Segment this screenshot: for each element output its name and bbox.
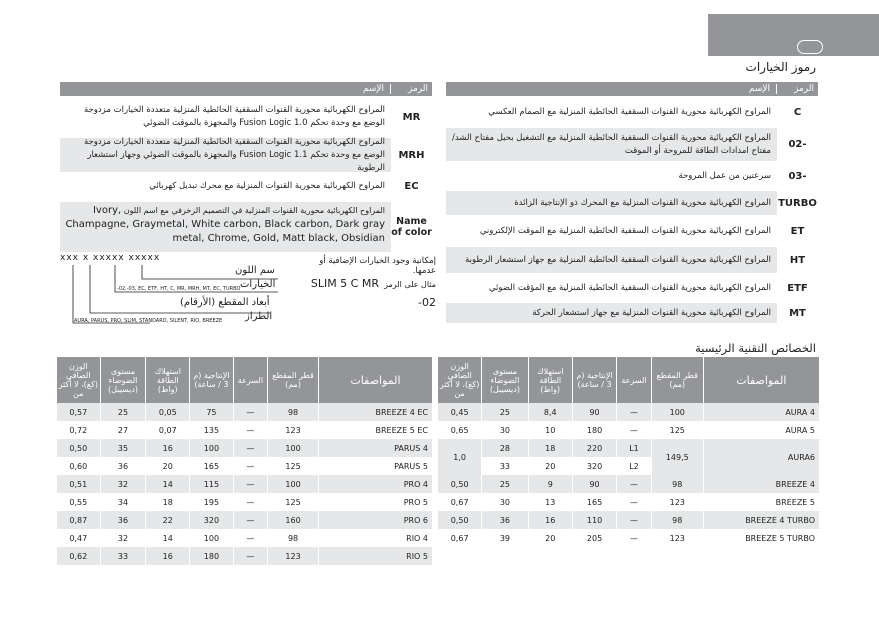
spec-header-row <box>438 357 820 403</box>
spec-cell-model: BREEZE 4 EC <box>319 403 432 421</box>
left-code-row <box>60 100 432 134</box>
spec-cell-power: 16 <box>146 439 190 457</box>
option-code: MRH <box>398 149 425 161</box>
spec-cell-noise: 39 <box>482 529 528 547</box>
label-dimensions: أبعاد المقطع (الأرقام) <box>180 297 270 308</box>
spec-cell-noise: 33 <box>100 547 146 565</box>
spec-cell-model: BREEZE 4 TURBO <box>703 511 819 529</box>
spec-cell-speed: — <box>617 529 652 547</box>
spec-cell-model: RIO 4 <box>319 529 432 547</box>
spec-cell-model: BREEZE 4 <box>703 475 819 493</box>
spec-cell-speed: — <box>617 475 652 493</box>
right-code-row <box>446 191 818 215</box>
spec-cell-capacity: 180 <box>572 421 616 439</box>
spec-cell-model: BREEZE 5 <box>703 493 819 511</box>
spec-cell-model: PARUS 4 <box>319 439 432 457</box>
spec-title: الخصائص التقنية الرئيسية <box>695 341 816 355</box>
option-description: المراوح الكهربائية محورية القنوات السقفية الحائطية المنزلية مع جهاز استشعار الرطوبة <box>446 247 777 273</box>
options-note: إمكانية وجود الخيارات الإضافية أو عدمها. <box>319 256 436 276</box>
spec-cell-speed: — <box>617 511 652 529</box>
options-list: -02,-03, EC, ETF, HT, C, MR, MRH, MT, EC, TURBO <box>117 286 241 292</box>
spec-cell-model: PRO 6 <box>319 511 432 529</box>
spec-cell-weight: 0,62 <box>57 547 101 565</box>
spec-cell-model: AURA 4 <box>703 403 819 421</box>
example-code: SLIM 5 C MR -02 <box>310 277 436 309</box>
spec-cell-weight: 0,72 <box>57 421 101 439</box>
spec-cell-diameter: 100 <box>268 475 319 493</box>
spec-table-right <box>437 357 819 547</box>
spec-cell-diameter: 98 <box>651 511 703 529</box>
spec-cell-diameter: 149,5 <box>651 439 703 475</box>
spec-row <box>438 529 820 547</box>
spec-cell-weight: 0,60 <box>57 457 101 475</box>
spec-cell-capacity: 165 <box>190 457 234 475</box>
spec-cell-power: 0,07 <box>146 421 190 439</box>
option-description: سرعتين من عمل المروحة <box>678 170 771 181</box>
spec-cell-speed: — <box>233 439 267 457</box>
right-codes-table <box>446 82 818 323</box>
left-codes-table <box>60 82 432 252</box>
spec-cell-noise: 32 <box>100 475 146 493</box>
spec-cell-capacity: 115 <box>190 475 234 493</box>
spec-cell-noise: 30 <box>482 493 528 511</box>
right-codes-header <box>446 82 818 96</box>
spec-cell-noise: 32 <box>100 529 146 547</box>
option-code: ET <box>790 225 805 237</box>
option-description: المراوح الكهربائية محورية القنوات السقفية الحائطية المنزلية مع التشغيل بحبل مفتاح الشد/ مفتاح امدادات الطاقة للمروحة أو الموقت <box>446 128 777 161</box>
code-structure-diagram <box>60 253 280 333</box>
spec-cell-diameter: 98 <box>268 403 319 421</box>
spec-cell-weight: 0,50 <box>438 511 482 529</box>
spec-cell-weight: 0,51 <box>57 475 101 493</box>
spec-cell-capacity: 320 <box>572 457 616 475</box>
spec-header-model: المواصفات <box>319 357 432 403</box>
spec-header-speed: السرعة <box>617 357 652 403</box>
spec-cell-speed: — <box>233 547 267 565</box>
spec-cell-power: 18 <box>146 493 190 511</box>
spec-cell-speed: — <box>617 403 652 421</box>
spec-cell-noise: 36 <box>100 457 146 475</box>
spec-cell-speed: — <box>233 493 267 511</box>
spec-cell-weight: 0,67 <box>438 529 482 547</box>
spec-cell-speed: — <box>617 421 652 439</box>
spec-row <box>438 439 820 457</box>
header-name: الإسم <box>60 84 391 94</box>
spec-cell-noise: 36 <box>482 511 528 529</box>
option-description: المراوح الكهربائية محورية القنوات السقفية الحائطية المنزلية مع المؤقت الضوئي <box>488 282 771 293</box>
spec-cell-weight: 1,0 <box>438 439 482 475</box>
spec-cell-capacity: 135 <box>190 421 234 439</box>
spec-cell-capacity: 195 <box>190 493 234 511</box>
spec-cell-power: 14 <box>146 529 190 547</box>
spec-cell-capacity: 320 <box>190 511 234 529</box>
option-description: المراوح الكهربائية محورية القنوات السقفية الحائطية المنزلية مع الصمام العكسي <box>488 106 771 117</box>
spec-table-left <box>56 357 432 565</box>
spec-cell-power: 13 <box>528 493 572 511</box>
spec-row <box>57 547 433 565</box>
spec-row <box>57 439 433 457</box>
option-code: TURBO <box>778 197 817 209</box>
option-description: المراوح الكهربائية محورية القنوات السقفية الحائطية المنزلية متعددة الخيارات مزدوجة الوضع مع وحدة تحكم Fusion Logic 1.0 والمجهزة بالموقت الضوئي <box>83 105 385 128</box>
right-code-row <box>446 128 818 161</box>
spec-cell-weight: 0,47 <box>57 529 101 547</box>
spec-cell-speed: — <box>617 493 652 511</box>
spec-cell-noise: 30 <box>482 421 528 439</box>
spec-cell-diameter: 125 <box>268 457 319 475</box>
spec-cell-capacity: 100 <box>190 529 234 547</box>
spec-cell-noise: 28 <box>482 439 528 457</box>
option-description: المراوح الكهربائية محورية القنوات السقفية الحائطية المنزلية مع الموقت الإلكتروني <box>479 225 771 236</box>
spec-cell-diameter: 123 <box>268 547 319 565</box>
page-marker-pill <box>797 40 823 54</box>
header-code: الرمز <box>794 84 814 94</box>
spec-cell-diameter: 123 <box>651 493 703 511</box>
spec-cell-weight: 0,50 <box>438 475 482 493</box>
spec-cell-weight: 0,67 <box>438 493 482 511</box>
right-code-row <box>446 277 818 299</box>
spec-cell-speed: L1 <box>617 439 652 457</box>
spec-cell-noise: 34 <box>100 493 146 511</box>
spec-cell-capacity: 75 <box>190 403 234 421</box>
codes-title: رموز الخيارات <box>745 60 816 74</box>
color-code-desc-ar: المراوح الكهربائية محورية القنوات المنزلية في التصميم الزخرفي مع اسم اللون <box>123 206 385 215</box>
option-description: المراوح الكهربائية محورية القنوات المنزلية مع محرك تبديل كهربائي <box>149 180 385 191</box>
spec-cell-speed: — <box>233 403 267 421</box>
option-code: ETF <box>787 282 808 294</box>
spec-cell-speed: — <box>233 529 267 547</box>
spec-row <box>57 475 433 493</box>
option-code: MT <box>789 307 806 319</box>
option-code: -02 <box>788 139 807 150</box>
spec-cell-diameter: 125 <box>651 421 703 439</box>
spec-header-capacity: الإنتاجية (م 3 / ساعة) <box>190 357 234 403</box>
spec-cell-diameter: 98 <box>651 475 703 493</box>
spec-cell-speed: — <box>233 457 267 475</box>
spec-cell-noise: 36 <box>100 511 146 529</box>
option-code: MR <box>402 111 421 123</box>
spec-cell-capacity: 165 <box>572 493 616 511</box>
spec-header-noise: مستوى الضوضاء (ديسيبل) <box>482 357 528 403</box>
right-code-row <box>446 100 818 124</box>
spec-cell-power: 8,4 <box>528 403 572 421</box>
spec-cell-model: BREEZE 5 TURBO <box>703 529 819 547</box>
spec-cell-weight: 0,45 <box>438 403 482 421</box>
spec-cell-diameter: 98 <box>268 529 319 547</box>
spec-row <box>438 493 820 511</box>
option-description: المراوح الكهربائية محورية القنوات المنزلية مع جهاز استشعار الحركة <box>446 303 777 323</box>
spec-cell-power: 9 <box>528 475 572 493</box>
spec-cell-noise: 27 <box>100 421 146 439</box>
spec-cell-power: 20 <box>146 457 190 475</box>
color-code-row <box>60 202 432 252</box>
spec-cell-power: 16 <box>146 547 190 565</box>
spec-header-power: استهلاك الطاقة (واط) <box>528 357 572 403</box>
spec-cell-weight: 0,55 <box>57 493 101 511</box>
spec-cell-capacity: 90 <box>572 475 616 493</box>
spec-cell-weight: 0,65 <box>438 421 482 439</box>
left-code-row <box>60 138 432 172</box>
right-code-row <box>446 247 818 273</box>
spec-cell-capacity: 100 <box>190 439 234 457</box>
option-description: المراوح الكهربائية محورية القنوات المنزلية مع المحرك ذو الإنتاجية الزائدة <box>446 191 777 215</box>
spec-row <box>57 421 433 439</box>
left-code-row <box>60 176 432 196</box>
spec-cell-speed: — <box>233 475 267 493</box>
option-code: C <box>793 106 802 118</box>
spec-header-weight: الوزن الصافي (كغ)، لا أكثر من <box>57 357 101 403</box>
spec-row <box>57 511 433 529</box>
code-pattern: xxx x xxxxx xxxxx <box>60 253 161 263</box>
spec-cell-power: 10 <box>528 421 572 439</box>
spec-header-model: المواصفات <box>703 357 819 403</box>
spec-row <box>57 493 433 511</box>
label-options: الخيارات <box>240 279 276 290</box>
header-code: الرمز <box>408 84 428 94</box>
spec-cell-capacity: 205 <box>572 529 616 547</box>
option-code: EC <box>404 180 419 192</box>
label-color-name: سم اللون <box>235 265 275 276</box>
spec-cell-capacity: 220 <box>572 439 616 457</box>
left-codes-header <box>60 82 432 96</box>
spec-cell-power: 14 <box>146 475 190 493</box>
spec-header-capacity: الإنتاجية (م 3 / ساعة) <box>572 357 616 403</box>
spec-cell-model: PRO 4 <box>319 475 432 493</box>
label-model: الطراز <box>245 311 273 322</box>
spec-header-diameter: قطر المقطع (مم) <box>268 357 319 403</box>
spec-cell-diameter: 100 <box>651 403 703 421</box>
spec-cell-model: PARUS 5 <box>319 457 432 475</box>
spec-cell-diameter: 160 <box>268 511 319 529</box>
model-list: AURA, PARUS, PRO, SLIM, STANDARD, SILENT, RIO, BREEZE <box>74 318 223 324</box>
spec-cell-power: 22 <box>146 511 190 529</box>
spec-cell-capacity: 110 <box>572 511 616 529</box>
spec-row <box>57 529 433 547</box>
right-code-row <box>446 303 818 323</box>
spec-cell-weight: 0,50 <box>57 439 101 457</box>
corner-tab <box>708 14 879 56</box>
example-label: مثال على الرمز <box>384 280 436 289</box>
right-code-row <box>446 165 818 187</box>
spec-cell-model: PRO 5 <box>319 493 432 511</box>
header-name: الإسم <box>446 84 777 94</box>
color-code: Name of color <box>391 216 432 238</box>
spec-cell-model: BREEZE 5 EC <box>319 421 432 439</box>
spec-cell-weight: 0,87 <box>57 511 101 529</box>
spec-header-diameter: قطر المقطع (مم) <box>651 357 703 403</box>
spec-cell-diameter: 100 <box>268 439 319 457</box>
spec-cell-model: RIO 5 <box>319 547 432 565</box>
spec-cell-diameter: 123 <box>268 421 319 439</box>
spec-cell-model: AURA 5 <box>703 421 819 439</box>
spec-cell-model: AURA6 <box>703 439 819 475</box>
spec-cell-speed: — <box>233 511 267 529</box>
spec-cell-noise: 25 <box>482 475 528 493</box>
spec-cell-power: 20 <box>528 457 572 475</box>
color-code-colors: Ivory, Champagne, Graymetal, White carbon, Black carbon, Dark gray metal, Chrome, Gold, Matt black, Obsidian <box>65 205 385 244</box>
spec-cell-noise: 25 <box>100 403 146 421</box>
right-code-row <box>446 219 818 243</box>
spec-cell-noise: 33 <box>482 457 528 475</box>
spec-header-noise: مستوى الضوضاء (ديسيبل) <box>100 357 146 403</box>
option-code: -03 <box>788 170 807 182</box>
spec-row <box>57 403 433 421</box>
spec-cell-noise: 25 <box>482 403 528 421</box>
spec-cell-speed: L2 <box>617 457 652 475</box>
spec-row <box>438 511 820 529</box>
spec-cell-capacity: 180 <box>190 547 234 565</box>
spec-cell-capacity: 90 <box>572 403 616 421</box>
spec-header-speed: السرعة <box>233 357 267 403</box>
spec-cell-power: 16 <box>528 511 572 529</box>
option-description: المراوح الكهربائية محورية القنوات السقفية الحائطية المنزلية متعددة الخيارات مزدوجة الوضع مع وحدة تحكم Fusion Logic 1.1 والمجهزة بالموقت الضوئي وجهاز استشعار الرطوبة <box>60 138 391 172</box>
spec-header-row <box>57 357 433 403</box>
spec-cell-weight: 0,57 <box>57 403 101 421</box>
spec-row <box>438 421 820 439</box>
spec-header-power: استهلاك الطاقة (واط) <box>146 357 190 403</box>
spec-cell-power: 0,05 <box>146 403 190 421</box>
spec-cell-power: 18 <box>528 439 572 457</box>
spec-cell-speed: — <box>233 421 267 439</box>
spec-cell-noise: 35 <box>100 439 146 457</box>
spec-cell-diameter: 123 <box>651 529 703 547</box>
example-line <box>296 272 436 310</box>
option-code: HT <box>789 254 806 266</box>
spec-cell-diameter: 125 <box>268 493 319 511</box>
spec-header-weight: الوزن الصافي (كغ)، لا أكثر من <box>438 357 482 403</box>
color-code-desc <box>60 202 391 252</box>
spec-row <box>438 403 820 421</box>
spec-row <box>438 475 820 493</box>
spec-row <box>57 457 433 475</box>
spec-cell-power: 20 <box>528 529 572 547</box>
